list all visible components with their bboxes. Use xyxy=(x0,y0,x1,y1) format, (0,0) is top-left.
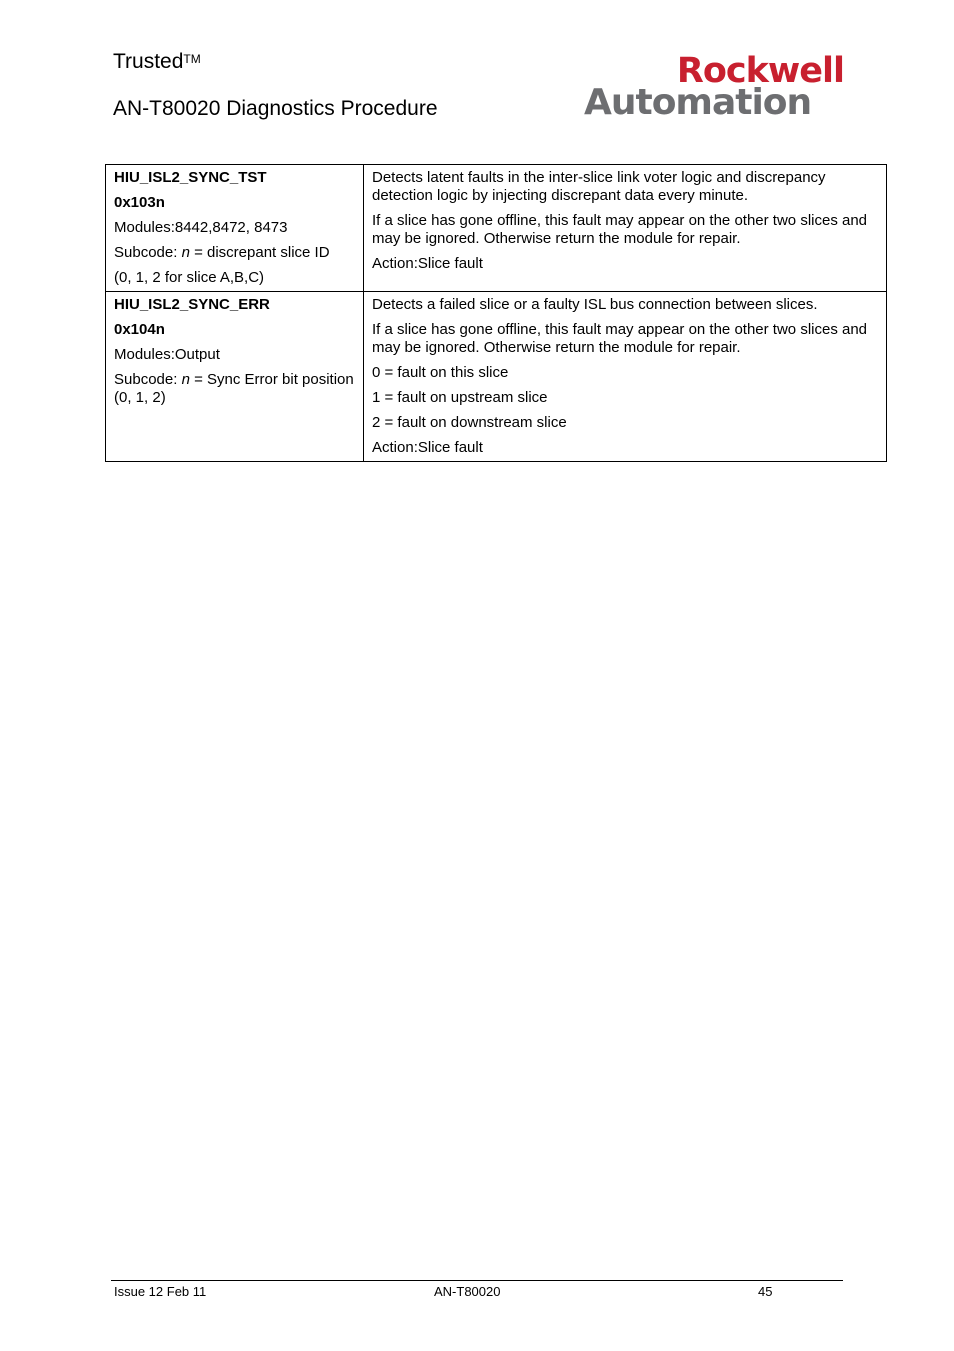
fault-subcode: Subcode: n = discrepant slice ID xyxy=(114,244,330,261)
brand-heading xyxy=(113,48,201,76)
footer-divider xyxy=(111,1280,843,1281)
description-list-item: 2 = fault on downstream slice xyxy=(372,414,567,431)
fault-id-cell xyxy=(106,165,364,292)
description-list-item: 0 = fault on this slice xyxy=(372,364,509,381)
description-paragraph: Detects latent faults in the inter-slice link voter logic and discrepancy detection logic by injecting discrepant data every minute. xyxy=(372,169,826,204)
document-title: AN-T80020 Diagnostics Procedure xyxy=(113,97,438,120)
fault-subcode-detail: (0, 1, 2 for slice A,B,C) xyxy=(114,269,265,286)
description-paragraph: Detects a failed slice or a faulty ISL bus connection between slices. xyxy=(372,296,818,313)
brand-name: Trusted xyxy=(113,50,184,73)
footer-issue: Issue 12 Feb 11 xyxy=(114,1284,207,1299)
fault-id-cell xyxy=(106,292,364,462)
table-row xyxy=(106,165,887,292)
fault-description-cell xyxy=(364,292,887,462)
trademark-mark: TM xyxy=(183,52,201,66)
fault-code: 0x103n xyxy=(114,194,165,211)
rockwell-automation-logo xyxy=(584,52,846,124)
action-text: Action:Slice fault xyxy=(372,255,483,272)
fault-modules: Modules:Output xyxy=(114,346,220,363)
action-text: Action:Slice fault xyxy=(372,439,483,456)
description-paragraph: If a slice has gone offline, this fault may appear on the other two slices and may be ignored. Otherwise return the module for repair. xyxy=(372,212,868,247)
fault-subcode: Subcode: n = Sync Error bit position (0, 1, 2) xyxy=(114,371,354,406)
fault-name: HIU_ISL2_SYNC_ERR xyxy=(114,296,270,313)
logo-text-rockwell: Rockwell xyxy=(676,51,844,91)
description-list-item: 1 = fault on upstream slice xyxy=(372,389,548,406)
footer-doc-id: AN-T80020 xyxy=(434,1284,501,1299)
fault-name: HIU_ISL2_SYNC_TST xyxy=(114,169,267,186)
diagnostics-table xyxy=(105,164,887,462)
fault-modules: Modules:8442,8472, 8473 xyxy=(114,219,288,236)
page-number: 45 xyxy=(758,1284,773,1299)
description-paragraph: If a slice has gone offline, this fault may appear on the other two slices and may be ignored. Otherwise return the module for repair. xyxy=(372,321,868,356)
fault-description-cell xyxy=(364,165,887,292)
table-row xyxy=(106,292,887,462)
fault-code: 0x104n xyxy=(114,321,165,338)
logo-text-automation: Automation xyxy=(584,82,812,123)
